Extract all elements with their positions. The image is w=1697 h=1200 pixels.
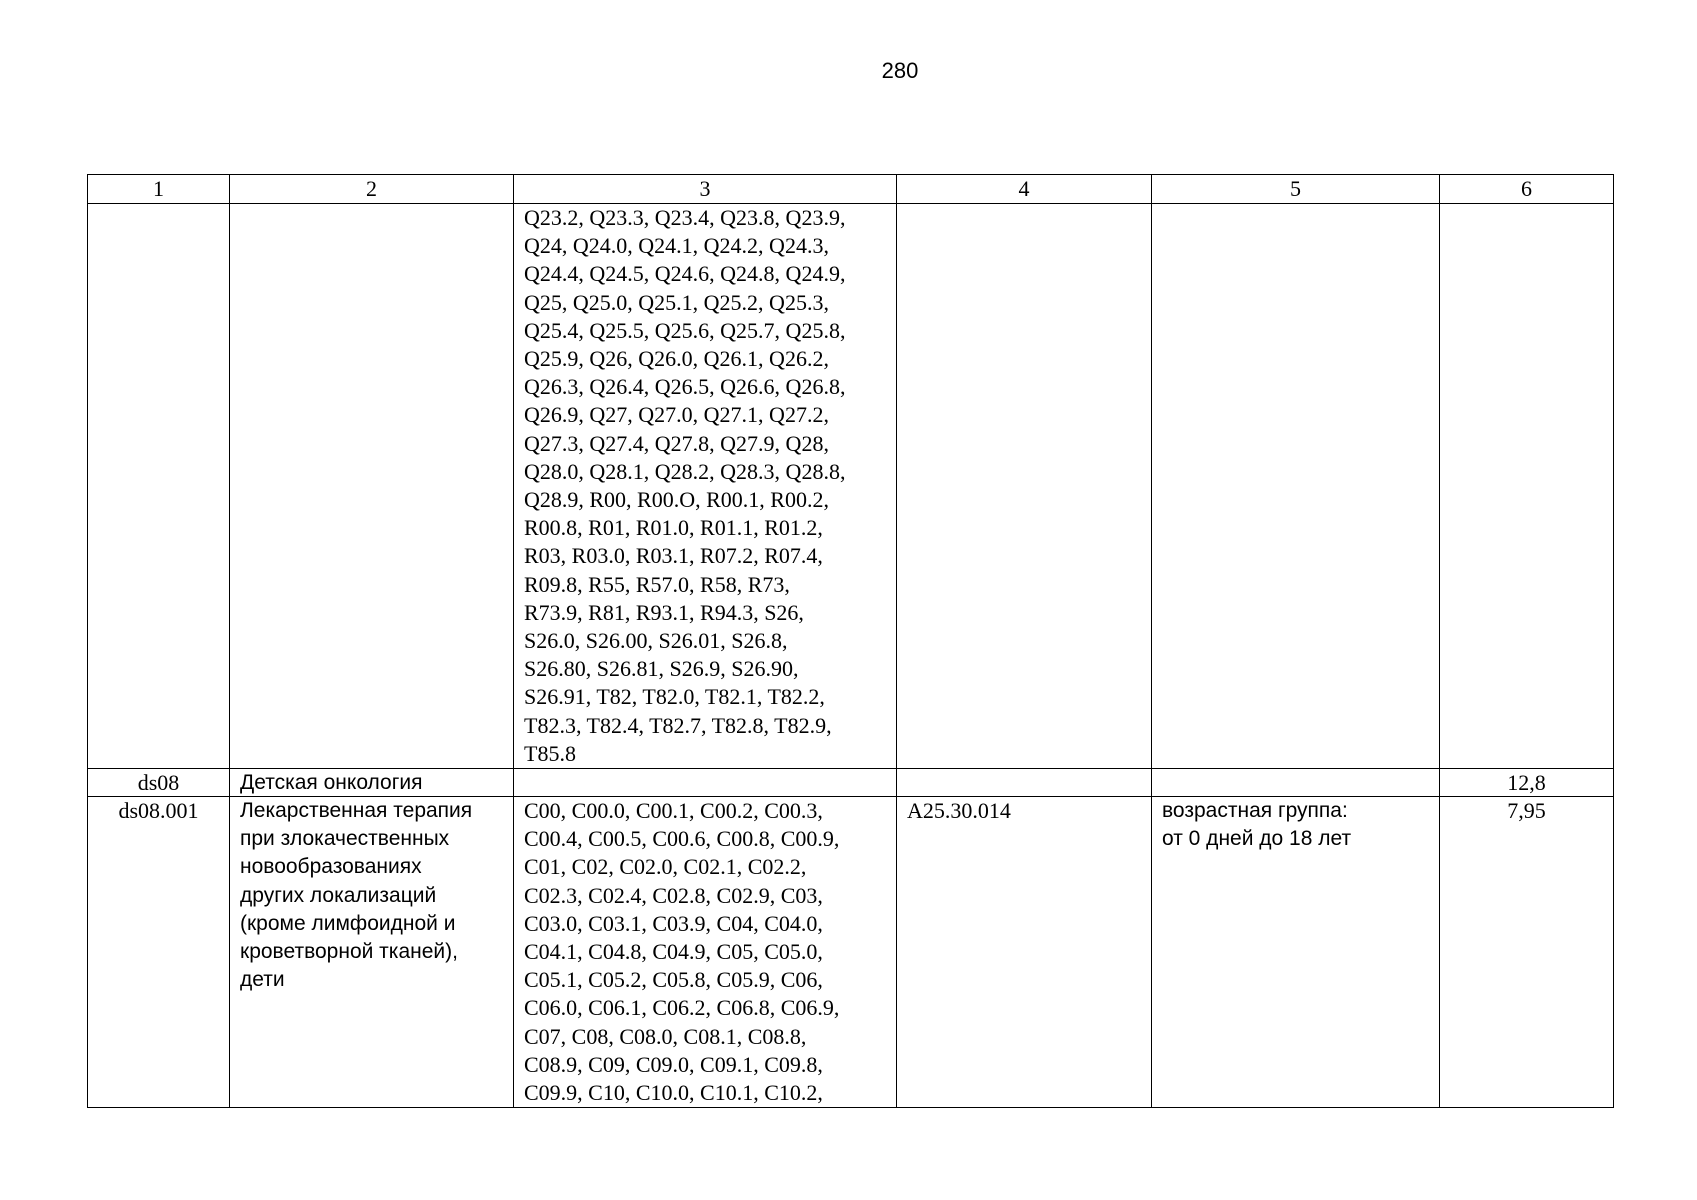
row-service bbox=[897, 204, 1152, 769]
row-diagnoses: C00, C00.0, C00.1, C00.2, C00.3, C00.4, C00.5, C00.6, C00.8, C00.9, C01, C02, C02.0, C02.1, C02.2, C02.3, C02.4, C02.8, C02.9, C03, C03.0, C03.1, C03.9, C04, C04.0, C04.1, C04.8, C04.9, C05, C05.0, C05.1, C05.2, C05.8, C05.9, C06, C06.0, C06.1, C06.2, C06.8, C06.9, C07, C08, C08.0, C08.1, C08.8, C08.9, C09, C09.0, C09.1, C09.8, C09.9, C10, C10.0, C10.1, C10.2, bbox=[514, 797, 897, 1108]
column-header: 4 bbox=[897, 175, 1152, 204]
column-header: 6 bbox=[1440, 175, 1614, 204]
row-diagnoses: Q23.2, Q23.3, Q23.4, Q23.8, Q23.9, Q24, Q24.0, Q24.1, Q24.2, Q24.3, Q24.4, Q24.5, Q24.6, Q24.8, Q24.9, Q25, Q25.0, Q25.1, Q25.2, Q25.3, Q25.4, Q25.5, Q25.6, Q25.7, Q25.8, Q25.9, Q26, Q26.0, Q26.1, Q26.2, Q26.3, Q26.4, Q26.5, Q26.6, Q26.8, Q26.9, Q27, Q27.0, Q27.1, Q27.2, Q27.3, Q27.4, Q27.8, Q27.9, Q28, Q28.0, Q28.1, Q28.2, Q28.3, Q28.8, Q28.9, R00, R00.O, R00.1, R00.2, R00.8, R01, R01.0, R01.1, R01.2, R03, R03.0, R03.1, R07.2, R07.4, R09.8, R55, R57.0, R58, R73, R73.9, R81, R93.1, R94.3, S26, S26.0, S26.00, S26.01, S26.8, S26.80, S26.81, S26.9, S26.90, S26.91, T82, T82.0, T82.1, T82.2, T82.3, T82.4, T82.7, T82.8, T82.9, T85.8 bbox=[514, 204, 897, 769]
row-service: A25.30.014 bbox=[897, 797, 1152, 1108]
row-coefficient: 12,8 bbox=[1440, 769, 1614, 797]
row-diagnoses bbox=[514, 769, 897, 797]
tariff-table bbox=[87, 174, 1614, 1108]
page-number: 280 bbox=[881, 58, 919, 83]
row-code bbox=[88, 204, 230, 769]
row-criteria bbox=[1152, 204, 1440, 769]
row-criteria bbox=[1152, 769, 1440, 797]
row-name: Детская онкология bbox=[230, 769, 514, 797]
table-row bbox=[88, 204, 1614, 769]
row-name bbox=[230, 204, 514, 769]
table-header-row bbox=[88, 175, 1614, 204]
row-criteria: возрастная группа: от 0 дней до 18 лет bbox=[1152, 797, 1440, 1108]
row-name: Лекарственная терапия при злокачественных новообразованиях других локализаций (кроме лимфоидной и кроветворной тканей), дети bbox=[230, 797, 514, 1108]
column-header: 2 bbox=[230, 175, 514, 204]
column-header: 1 bbox=[88, 175, 230, 204]
row-code: ds08 bbox=[88, 769, 230, 797]
row-service bbox=[897, 769, 1152, 797]
column-header: 3 bbox=[514, 175, 897, 204]
column-header: 5 bbox=[1152, 175, 1440, 204]
row-coefficient: 7,95 bbox=[1440, 797, 1614, 1108]
table-row bbox=[88, 797, 1614, 1108]
row-code: ds08.001 bbox=[88, 797, 230, 1108]
table-row bbox=[88, 769, 1614, 797]
row-coefficient bbox=[1440, 204, 1614, 769]
